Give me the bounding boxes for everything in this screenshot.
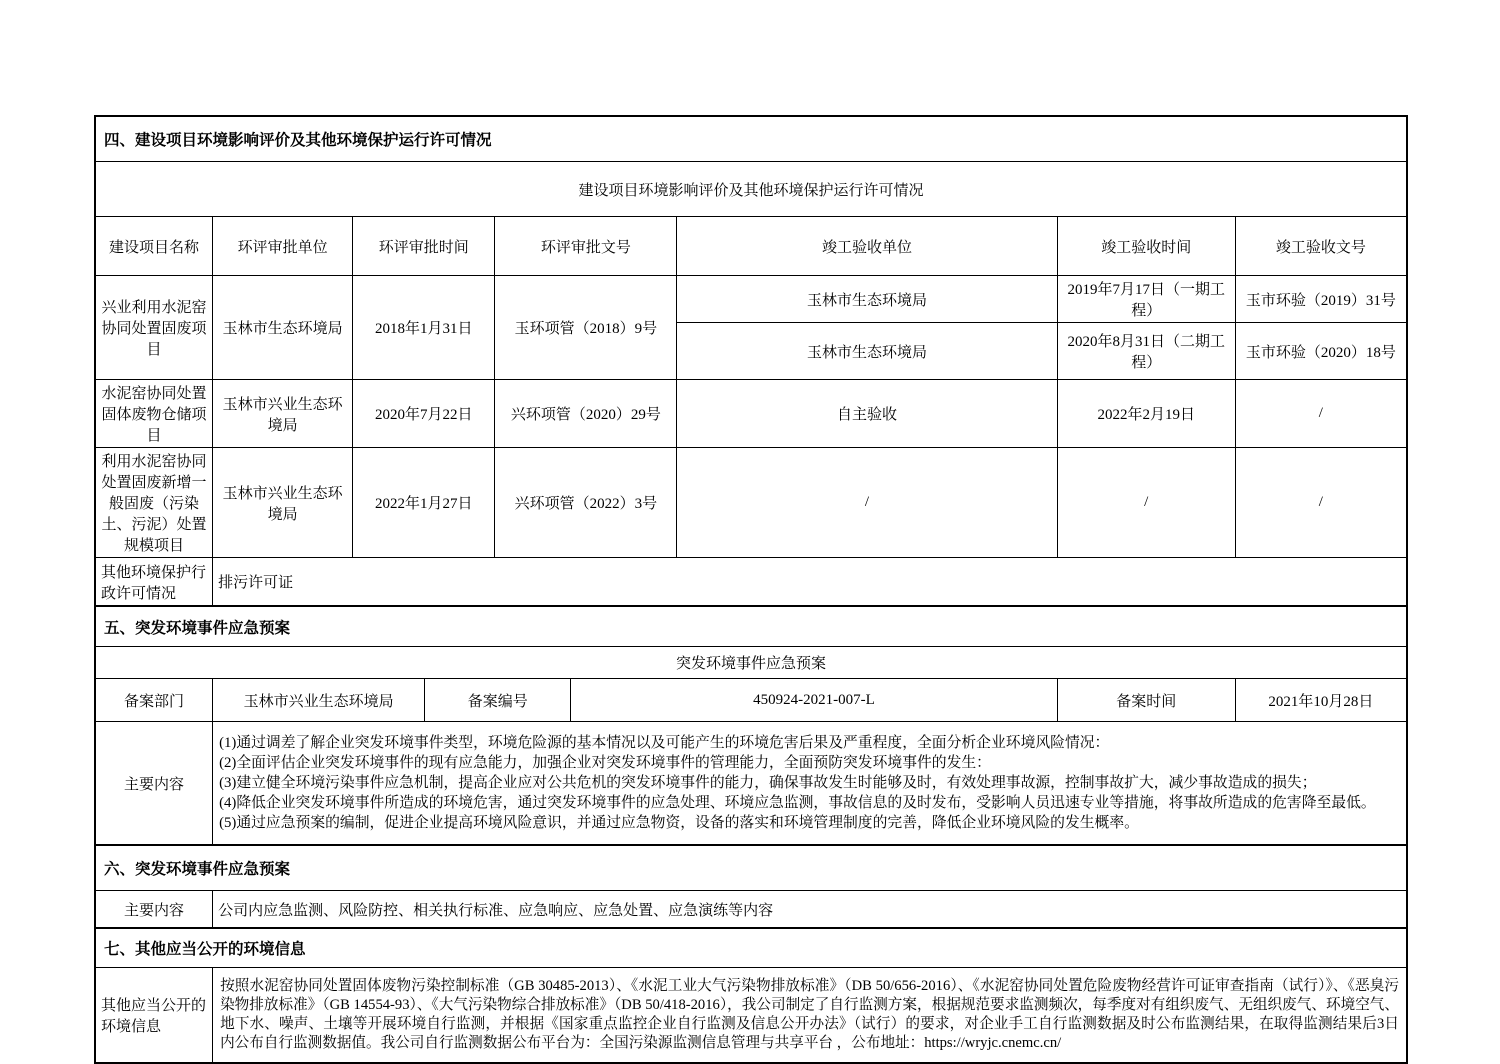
acceptance-doc-cell: / — [1235, 380, 1406, 448]
acceptance-doc-cell: 玉市环验（2020）18号 — [1235, 323, 1406, 380]
disclosure-tables — [94, 115, 1408, 1064]
section6-heading: 六、突发环境事件应急预案 — [96, 846, 1407, 891]
main-content-label-cell: 主要内容 — [96, 722, 213, 845]
eia-unit-cell: 玉林市生态环境局 — [213, 276, 353, 380]
eia-doc-cell: 兴环项管（2020）29号 — [495, 380, 677, 448]
project-name-cell: 兴业利用水泥窑协同处置固废项目 — [96, 276, 213, 380]
acceptance-doc-cell: / — [1235, 448, 1406, 558]
project-row — [96, 380, 1407, 448]
filing-no-label-cell: 备案编号 — [425, 679, 571, 722]
project-name-cell: 利用水泥窑协同处置固废新增一般固废（污染土、污泥）处置规模项目 — [96, 448, 213, 558]
other-permit-row — [96, 558, 1407, 606]
column-header-acceptance-doc: 竣工验收文号 — [1235, 217, 1406, 276]
main-content-item: (5)通过应急预案的编制，促进企业提高环境风险意识，并通过应急物资，设备的落实和环境管理制度的完善，降低企业环境风险的发生概率。 — [219, 815, 1139, 831]
main-content-row — [96, 722, 1407, 845]
section7-heading: 七、其他应当公开的环境信息 — [96, 929, 1407, 968]
eia-doc-cell: 玉环项管（2018）9号 — [495, 276, 677, 380]
acceptance-unit-cell: 玉林市生态环境局 — [677, 323, 1057, 380]
filing-dept-label-cell: 备案部门 — [96, 679, 213, 722]
eia-date-cell: 2022年1月27日 — [353, 448, 495, 558]
acceptance-unit-cell: 自主验收 — [677, 380, 1057, 448]
column-header-acceptance-date: 竣工验收时间 — [1057, 217, 1235, 276]
section4-title-row — [96, 162, 1407, 217]
acceptance-unit-cell: 玉林市生态环境局 — [677, 276, 1057, 323]
filing-row — [96, 679, 1407, 722]
other-info-content-cell: 按照水泥窑协同处置固体废物污染控制标准（GB 30485-2013）、《水泥工业大气污染物排放标准》（DB 50/656-2016）、《水泥窑协同处置危险废物经营许可证审查指南（试行）》、《恶臭污染物排放标准》（GB 14554-93）、《大气污染物综合排放标准》（DB 50/418-2016），我公司制定了自行监测方案，根据规范要求监测频次，每季度对有组织废气、无组织废气、环境空气、地下水、噪声、土壤等开展环境自行监测，并根据《国家重点监控企业自行监测及信息公开办法》（试行）的要求，对企业手工自行监测数据及时公布监测结果，在取得监测结果后3日内公布自行监测数据值。我公司自行监测数据公布平台为：全国污染源监测信息管理与共享平台 ，公布地址：https://wryjc.cnemc.cn/ — [213, 968, 1407, 1063]
other-permit-label-cell: 其他环境保护行政许可情况 — [96, 558, 213, 606]
section5-heading: 五、突发环境事件应急预案 — [96, 607, 1407, 647]
section4-heading: 四、建设项目环境影响评价及其他环境保护运行许可情况 — [96, 117, 1407, 162]
main-content-item: (2)全面评估企业突发环境事件的现有应急能力，加强企业对突发环境事件的管理能力，全面预防突发环境事件的发生： — [219, 755, 991, 771]
acceptance-date-cell: 2020年8月31日（二期工程） — [1057, 323, 1235, 380]
main-content-cell: 公司内应急监测、风险防控、相关执行标准、应急响应、应急处置、应急演练等内容 — [213, 891, 1407, 928]
section5-table — [95, 606, 1407, 845]
filing-date-cell: 2021年10月28日 — [1235, 679, 1406, 722]
other-info-row — [96, 968, 1407, 1063]
eia-doc-cell: 兴环项管（2022）3号 — [495, 448, 677, 558]
project-name-cell: 水泥窑协同处置固体废物仓储项目 — [96, 380, 213, 448]
acceptance-date-cell: 2022年2月19日 — [1057, 380, 1235, 448]
acceptance-date-cell: 2019年7月17日（一期工程） — [1057, 276, 1235, 323]
section7-heading-row — [96, 929, 1407, 968]
eia-unit-cell: 玉林市兴业生态环境局 — [213, 380, 353, 448]
section5-title-row — [96, 647, 1407, 679]
project-row — [96, 448, 1407, 558]
project-row — [96, 276, 1407, 323]
section6-table — [95, 845, 1407, 928]
filing-date-label-cell: 备案时间 — [1057, 679, 1235, 722]
filing-no-cell: 450924-2021-007-L — [571, 679, 1057, 722]
section5-heading-row — [96, 607, 1407, 647]
column-header-eia-unit: 环评审批单位 — [213, 217, 353, 276]
column-header-eia-date: 环评审批时间 — [353, 217, 495, 276]
eia-unit-cell: 玉林市兴业生态环境局 — [213, 448, 353, 558]
filing-dept-cell: 玉林市兴业生态环境局 — [213, 679, 425, 722]
main-content-item: (4)降低企业突发环境事件所造成的环境危害，通过突发环境事件的应急处理、环境应急监测，事故信息的及时发布，受影响人员迅速专业等措施，将事故所造成的危害降至最低。 — [219, 795, 1376, 811]
column-header-acceptance-unit: 竣工验收单位 — [677, 217, 1057, 276]
main-content-item: (1)通过调差了解企业突发环境事件类型，环境危险源的基本情况以及可能产生的环境危害后果及严重程度，全面分析企业环境风险情况： — [219, 735, 1110, 751]
acceptance-unit-cell: / — [677, 448, 1057, 558]
other-info-label-cell: 其他应当公开的环境信息 — [96, 968, 213, 1063]
section4-table-title: 建设项目环境影响评价及其他环境保护运行许可情况 — [96, 162, 1407, 217]
section6-heading-row — [96, 846, 1407, 891]
acceptance-doc-cell: 玉市环验（2019）31号 — [1235, 276, 1406, 323]
other-permit-value-cell: 排污许可证 — [213, 558, 1407, 606]
main-content-cell — [213, 722, 1407, 845]
section4-table — [95, 116, 1407, 606]
section4-header-row — [96, 217, 1407, 276]
main-content-label-cell: 主要内容 — [96, 891, 213, 928]
section5-table-title: 突发环境事件应急预案 — [96, 647, 1407, 679]
eia-date-cell: 2020年7月22日 — [353, 380, 495, 448]
column-header-project-name: 建设项目名称 — [96, 217, 213, 276]
column-header-eia-doc: 环评审批文号 — [495, 217, 677, 276]
section4-heading-row — [96, 117, 1407, 162]
main-content-row — [96, 891, 1407, 928]
eia-date-cell: 2018年1月31日 — [353, 276, 495, 380]
section7-table — [95, 928, 1407, 1063]
main-content-item: (3)建立健全环境污染事件应急机制，提高企业应对公共危机的突发环境事件的能力，确保事故发生时能够及时，有效处理事故源，控制事故扩大，减少事故造成的损失； — [219, 775, 1317, 791]
acceptance-date-cell: / — [1057, 448, 1235, 558]
